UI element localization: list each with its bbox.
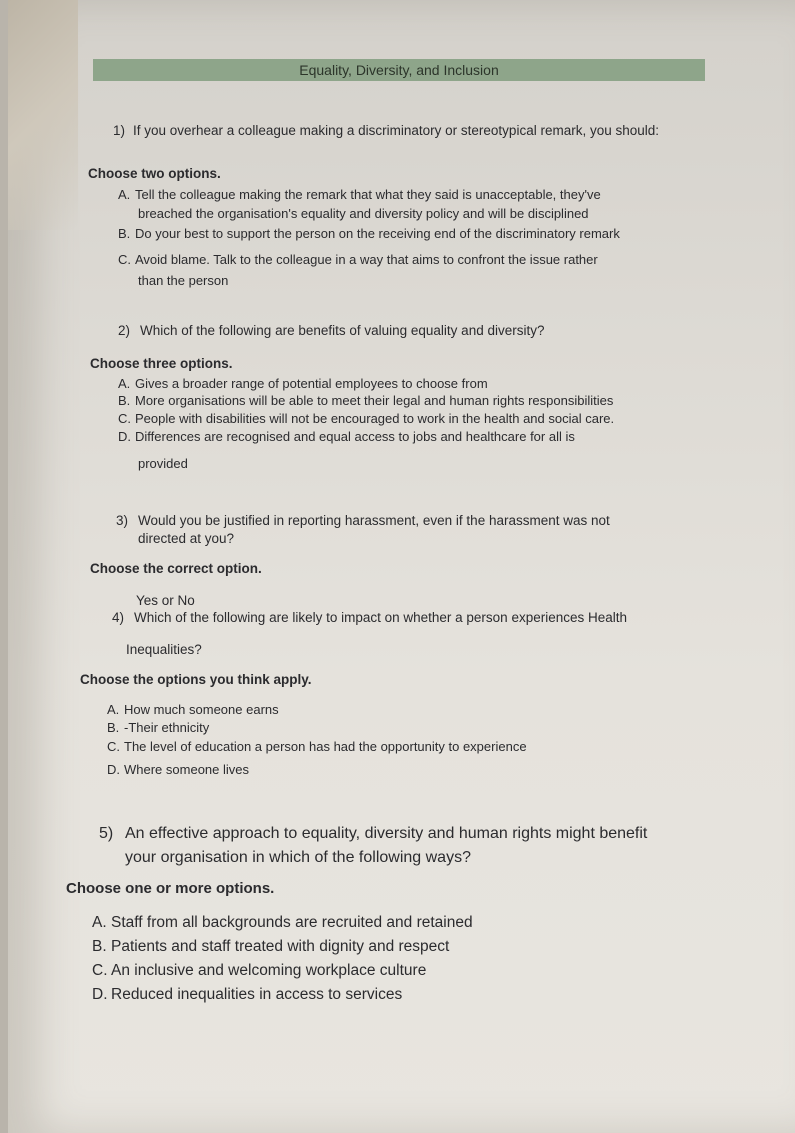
option-label: C. [118,411,131,426]
question-5-text-continued: your organisation in which of the following ways? [125,849,471,866]
option-text: Gives a broader range of potential employees to choose from [135,376,488,391]
q1-option-a[interactable] [118,187,601,203]
option-label: D. [118,429,131,444]
title-banner [93,59,705,81]
q4-option-a[interactable] [107,702,279,718]
option-text: An inclusive and welcoming workplace culture [111,962,427,979]
q5-option-c[interactable] [92,961,426,981]
option-text: Avoid blame. Talk to the colleague in a way that aims to confront the issue rather [135,252,598,267]
q4-option-d[interactable] [107,762,249,778]
option-label: C. [92,962,108,979]
question-3-answer[interactable]: Yes or No [136,593,195,608]
option-text: Tell the colleague making the remark that what they said is unacceptable, they've [135,187,601,202]
q2-option-d[interactable] [118,429,575,445]
option-label: A. [118,187,131,202]
option-text: Do your best to support the person on the receiving end of the discriminatory remark [135,226,620,241]
option-text: Where someone lives [124,762,249,777]
question-2-number: 2) [118,323,131,338]
option-text: People with disabilities will not be encouraged to work in the health and social care. [135,411,615,426]
q5-option-a[interactable] [92,913,473,933]
question-5-instruction: Choose one or more options. [66,880,275,897]
question-1-instruction: Choose two options. [88,166,221,181]
question-4-number: 4) [112,610,125,625]
option-label: C. [118,252,131,267]
option-label: B. [107,720,120,735]
worksheet-page [8,0,795,1133]
option-text: Staff from all backgrounds are recruited and retained [111,914,473,931]
question-5-number: 5) [99,825,114,842]
q2-option-d-continued: provided [138,456,188,471]
question-5-text: An effective approach to equality, diversity and human rights might benefit [125,825,648,842]
option-label: B. [118,226,131,241]
q1-option-b[interactable] [118,226,620,242]
option-text: How much someone earns [124,702,279,717]
option-label: A. [107,702,120,717]
question-3-text-continued: directed at you? [138,531,235,546]
q4-option-c[interactable] [107,739,527,755]
question-1-text: If you overhear a colleague making a discriminatory or stereotypical remark, you should: [133,123,659,138]
option-label: D. [92,986,108,1003]
q4-option-b[interactable] [107,720,209,736]
question-2-text: Which of the following are benefits of valuing equality and diversity? [140,323,545,338]
option-text: Reduced inequalities in access to services [111,986,403,1003]
q5-option-b[interactable] [92,937,449,957]
question-3-text: Would you be justified in reporting harassment, even if the harassment was not [138,513,610,528]
page-fold-shadow [8,0,78,230]
q2-option-c[interactable] [118,411,614,427]
q2-option-b[interactable] [118,393,613,409]
question-4-text-continued: Inequalities? [126,642,202,657]
page-title: Equality, Diversity, and Inclusion [299,62,499,78]
option-label: A. [92,914,107,931]
option-text: -Their ethnicity [124,720,210,735]
option-label: B. [92,938,107,955]
option-text: Patients and staff treated with dignity and respect [111,938,450,955]
option-text: More organisations will be able to meet their legal and human rights responsibilities [135,393,614,408]
q1-option-c[interactable] [118,252,598,268]
question-3-number: 3) [116,513,129,528]
question-3-instruction: Choose the correct option. [90,561,262,576]
q5-option-d[interactable] [92,985,402,1005]
q2-option-a[interactable] [118,376,488,392]
option-text: The level of education a person has had the opportunity to experience [124,739,527,754]
question-1-number: 1) [113,123,126,138]
option-label: D. [107,762,120,777]
question-4-instruction: Choose the options you think apply. [80,672,312,687]
question-4-text: Which of the following are likely to impact on whether a person experiences Health [134,610,628,625]
option-label: B. [118,393,131,408]
question-2-instruction: Choose three options. [90,356,233,371]
option-label: C. [107,739,120,754]
q1-option-a-continued: breached the organisation's equality and diversity policy and will be disciplined [138,206,589,221]
option-label: A. [118,376,131,391]
q1-option-c-continued: than the person [138,273,229,288]
option-text: Differences are recognised and equal access to jobs and healthcare for all is [135,429,575,444]
